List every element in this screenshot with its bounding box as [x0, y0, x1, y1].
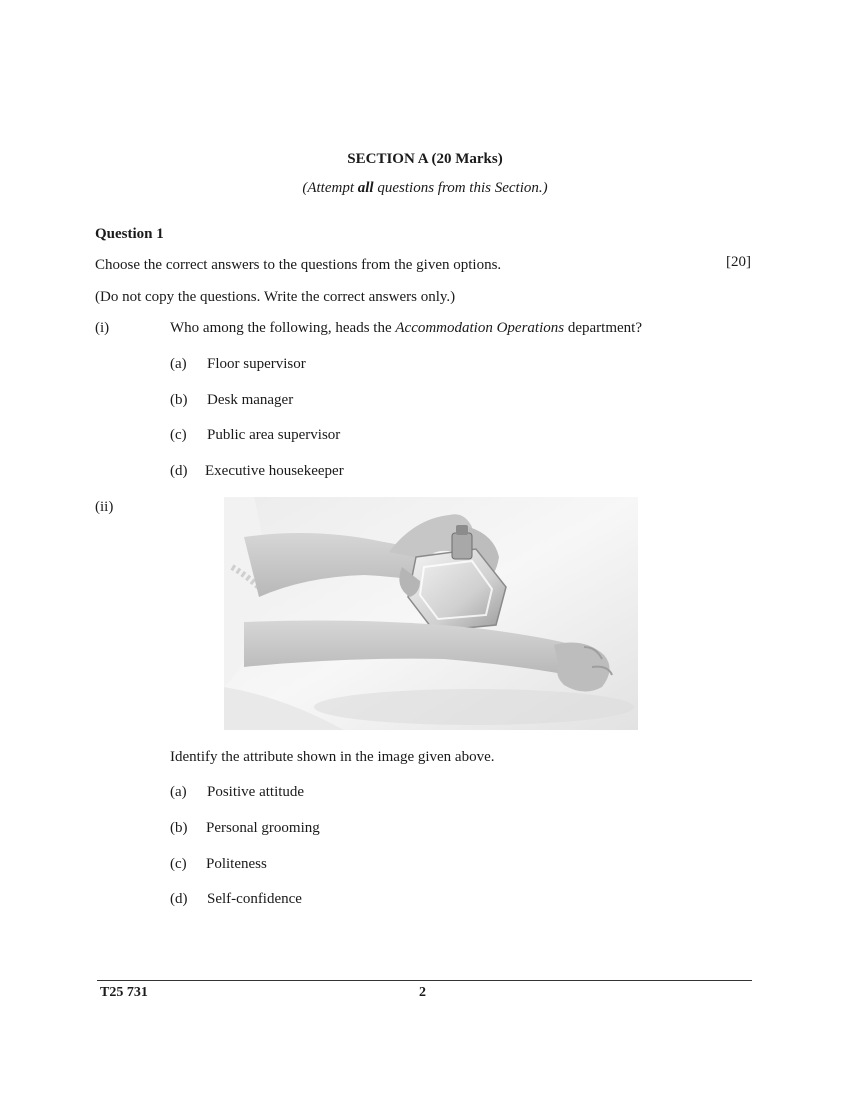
option-label: (c) — [170, 427, 187, 443]
option-text: Personal grooming — [206, 820, 320, 836]
footer-rule — [97, 980, 752, 981]
option-text: Floor supervisor — [207, 356, 306, 372]
option-label: (a) — [170, 356, 187, 372]
question-heading: Question 1 — [95, 226, 164, 242]
option-text: Executive housekeeper — [205, 463, 344, 479]
item-stem-i — [170, 320, 642, 337]
option-text: Self-confidence — [207, 891, 302, 907]
section-title: SECTION A (20 Marks) — [347, 151, 503, 167]
instruction-bold: all — [357, 180, 374, 196]
option-text: Politeness — [206, 856, 267, 872]
option-label: (d) — [170, 463, 188, 479]
option-label: (b) — [170, 820, 188, 836]
page-number: 2 — [419, 985, 426, 1000]
option-label: (c) — [170, 856, 187, 872]
question-prompt: Choose the correct answers to the questions from the given options. — [95, 257, 502, 273]
option-label: (a) — [170, 784, 187, 800]
instruction-pre: (Attempt — [302, 180, 358, 196]
stem-italic: Accommodation Operations — [395, 320, 565, 336]
stem-pre: Who among the following, heads the — [170, 320, 396, 336]
stem-post: department? — [564, 320, 642, 336]
perfume-wrist-photo — [224, 497, 638, 730]
option-text: Public area supervisor — [207, 427, 341, 443]
question-marks: [20] — [726, 254, 751, 270]
option-text: Desk manager — [207, 392, 294, 408]
option-label: (b) — [170, 392, 188, 408]
footer-code: T25 731 — [100, 985, 148, 1000]
question-note: (Do not copy the questions. Write the correct answers only.) — [95, 289, 456, 305]
option-text: Positive attitude — [207, 784, 305, 800]
item-number-ii: (ii) — [95, 499, 114, 515]
section-instruction — [0, 180, 850, 197]
item-number-i: (i) — [95, 320, 110, 336]
item-stem-ii: Identify the attribute shown in the image given above. — [170, 749, 495, 765]
instruction-post: questions from this Section.) — [373, 180, 548, 196]
option-label: (d) — [170, 891, 188, 907]
